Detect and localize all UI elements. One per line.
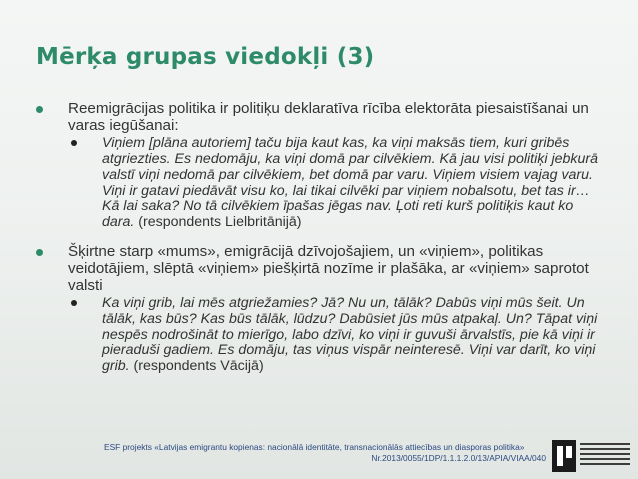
sub-bullet-1: [68, 136, 598, 230]
footer: [70, 442, 546, 464]
bullet-point-2: [34, 243, 598, 375]
bullet-icon: [71, 140, 77, 146]
quote-1-source: (respondents Lielbritānijā): [134, 213, 302, 230]
quote-2: Ka viņi grib, lai mēs atgriežamies? Jā? Nu un, tālāk? Dabūs viņi mūs šeit. Un tālāk, kas būs? Kas būs tālāk, lūdzu? Dabūsiet jūs mūs atpakaļ. Un? Tāpat viņi nespēs nodrošināt to mierīgo, labo dzīvi, ko viņi ir guvuši ārvalstīs, pie kā viņi ir pieraduši gadiem. Es domāju, tas viņus vispār neinteresē. Viņi var darīt, ko viņi grib.: [102, 295, 598, 375]
logo-text-lines: [580, 443, 630, 468]
slide-title: Mērķa grupas viedokļi (3): [36, 44, 375, 70]
bullet-point-2-text: Šķirtne starp «mums», emigrācijā dzīvojošajiem, un «viņiem», politikas veidotājiem, slēptā «viņiem» piešķirtā nozīme ir plašāka, ar «viņiem» saprotot valsti: [68, 242, 589, 295]
sub-bullet-2: [68, 296, 598, 375]
bullet-icon: [36, 106, 43, 113]
logo-mark: [552, 440, 576, 472]
university-logo-icon: [552, 440, 632, 472]
footer-project-line: ESF projekts «Latvijas emigrantu kopienas: nacionālā identitāte, transnacionālās attiecības un diasporas politika»: [104, 442, 525, 452]
quote-1: Viņiem [plāna autoriem] taču bija kaut kas, ka viņi maksās tiem, kuri gribēs atgriezties. Es nedomāju, ka viņi domā par cilvēkiem. Kā jau visi politiķi jebkurā valstī viņi nedomā par cilvēkiem, bet domā par varu. Viņiem visiem vajag varu. Viņi ir gatavi piedāvāt visu ko, lai tikai cilvēki par viņiem nobalsotu, bet tas ir… Kā lai saka? No tā cilvēkiem īpašas jēgas nav. Ļoti reti kurš politiķis kaut ko dara.: [102, 135, 598, 230]
quote-2-source: (respondents Vācijā): [129, 358, 264, 375]
footer-number-line: Nr.2013/0055/1DP/1.1.1.2.0/13/APIA/VIAA/040: [371, 453, 546, 463]
bullet-point-1: [34, 100, 598, 231]
bullet-icon: [36, 249, 43, 256]
bullet-point-1-text: Reemigrācijas politika ir politiķu deklaratīva rīcība elektorāta piesaistīšanai un varas iegūšanai:: [68, 100, 589, 135]
slide-body: [34, 100, 598, 387]
bullet-icon: [71, 300, 77, 306]
